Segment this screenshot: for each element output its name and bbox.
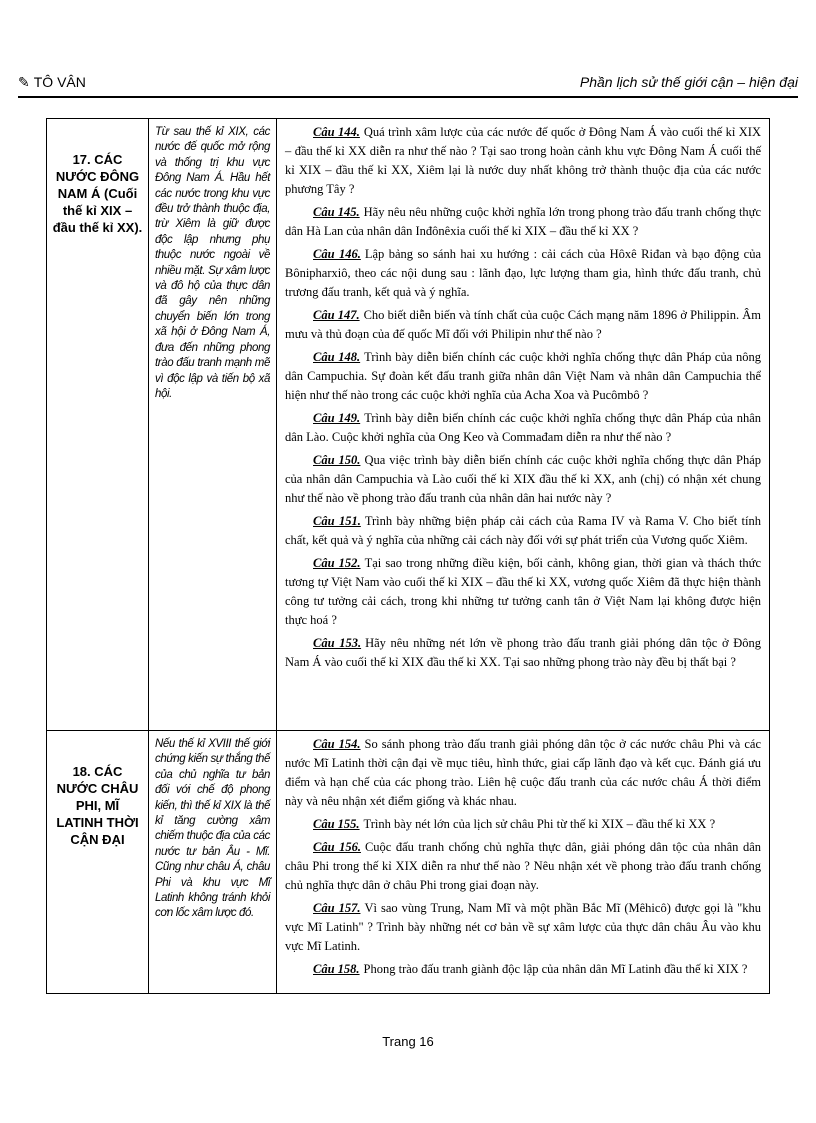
questions-cell xyxy=(277,119,770,731)
question-item xyxy=(285,123,761,199)
question-list xyxy=(277,119,769,672)
question-text: Cho biết diễn biến và tính chất của cuộc Cách mạng năm 1896 ở Philippin. Âm mưu và thủ đoạn của đế quốc Mĩ đối với Philipin như thế nào ? xyxy=(285,308,762,341)
question-number: Câu 147. xyxy=(313,308,360,322)
question-text: Qua việc trình bày diễn biến chính các cuộc khởi nghĩa chống thực dân Pháp của nhân dân Campuchia và Lào cuối thế kỉ XIX đầu thế kỉ XX, anh (chị) có nhận xét chung như thế nào về phong trào đấu tranh của nhân dân hai nước này ? xyxy=(285,453,761,505)
pen-icon: ✎ xyxy=(18,74,30,90)
question-item xyxy=(285,306,761,344)
question-item xyxy=(285,815,761,834)
question-number: Câu 156. xyxy=(313,840,361,854)
question-number: Câu 144. xyxy=(313,125,360,139)
question-text: Hãy nêu những nét lớn về phong trào đấu tranh giải phóng dân tộc ở Đông Nam Á vào cuối thế kỉ XIX đầu thế kỉ XX. Tại sao những phong trào này đều bị thất bại ? xyxy=(285,636,761,669)
question-number: Câu 146. xyxy=(313,247,361,261)
question-text: Trình bày nét lớn của lịch sử châu Phi từ thế kỉ XIX – đầu thế kỉ XX ? xyxy=(363,817,716,831)
author-name: TÔ VÂN xyxy=(33,74,86,90)
question-item xyxy=(285,960,761,979)
question-text: Hãy nêu nêu những cuộc khởi nghĩa lớn trong phong trào đấu tranh chống thực dân Hà Lan của nhân dân Inđônêxia cuối thế kỉ XIX – đầu thế kỉ XX ? xyxy=(285,205,762,238)
question-number: Câu 153. xyxy=(313,636,362,650)
question-number: Câu 155. xyxy=(313,817,360,831)
question-number: Câu 149. xyxy=(313,411,361,425)
question-item xyxy=(285,203,761,241)
question-text: Trình bày những biện pháp cải cách của Rama IV và Rama V. Cho biết tính chất, kết quả và ý nghĩa của những cải cách này đối với sự phát triển của Vương quốc Xiêm. xyxy=(285,514,762,547)
question-text: So sánh phong trào đấu tranh giải phóng dân tộc ở các nước châu Phi và các nước Mĩ Latinh thời cận đại về mục tiêu, hình thức, giai cấp lãnh đạo và kết cục. Đánh giá ưu điểm và hạn chế của các phong trào. Liên hệ cuộc đấu tranh của các nước châu Á thời điểm này và nêu nhận xét điểm giống và khác nhau. xyxy=(285,737,761,808)
question-item xyxy=(285,735,761,811)
author-block xyxy=(18,74,86,91)
question-item xyxy=(285,838,761,895)
question-text: Trình bày diễn biến chính các cuộc khởi nghĩa chống thực dân Pháp của nông dân Campuchia. Sự đoàn kết đấu tranh giữa nhân dân Việt Nam và nhân dân Campuchia thể hiện như thế nào trong các cuộc khởi nghĩa của Acha Xoa và Pucômbô ? xyxy=(285,350,761,402)
question-text: Lập bảng so sánh hai xu hướng : cải cách của Hôxê Riđan và bạo động của Bônipharxiô, theo các nội dung sau : lãnh đạo, lực lượng tham gia, hình thức đấu tranh, chủ trương đấu tranh, kết quả và ý nghĩa. xyxy=(285,247,761,299)
question-text: Vì sao vùng Trung, Nam Mĩ và một phần Bắc Mĩ (Mêhicô) được gọi là "khu vực Mĩ Latinh" ? Trình bày những nét cơ bản về sự xâm lược của thực dân châu Âu vào khu vực Mĩ Latinh. xyxy=(285,901,761,953)
book-title: Phần lịch sử thế giới cận – hiện đại xyxy=(579,74,798,90)
questions-cell xyxy=(277,731,770,994)
question-text: Quá trình xâm lược của các nước đế quốc ở Đông Nam Á vào cuối thế kỉ XIX – đầu thế kỉ XX diễn ra như thế nào ? Tại sao trong hoàn cảnh khu vực Đông Nam Á cuối thế kỉ XIX – đầu thế kỉ XX, Xiêm lại là nước duy nhất không trở thành thuộc địa của các nước phương Tây ? xyxy=(285,125,761,196)
topic-title: 17. CÁC NƯỚC ĐÔNG NAM Á (Cuối thế kỉ XIX – đầu thế kỉ XX). xyxy=(52,152,143,235)
topic-cell xyxy=(47,731,149,994)
question-item xyxy=(285,899,761,956)
question-number: Câu 158. xyxy=(313,962,360,976)
question-item xyxy=(285,409,761,447)
topic-intro: Nếu thế kỉ XVIII thế giới chứng kiến sự thắng thế của chủ nghĩa tư bản đối với chế độ phong kiến, thì thế kỉ XIX là thế kỉ tăng cường xâm chiếm thuộc địa của các nước tư bản Âu - Mĩ. Cũng như châu Á, châu Phi và khu vực Mĩ Latinh không tránh khỏi cơn lốc xâm lược đó. xyxy=(155,738,270,920)
question-item xyxy=(285,348,761,405)
question-table xyxy=(46,118,770,994)
topic-intro: Từ sau thế kỉ XIX, các nước đế quốc mở rộng và thống trị khu vực Đông Nam Á. Hầu hết các nước trong khu vực đều trở thành thuộc địa, trừ Xiêm là giữ được độc lập nhưng phụ thuộc nước ngoài về nhiều mặt. Sự xâm lược và đô hộ của thực dân đã gây nên những chuyển biến lớn trong xã hội ở Đông Nam Á, đưa đến những phong trào đấu tranh mạnh mẽ vì độc lập và tiến bộ xã hội. xyxy=(155,126,270,400)
question-item xyxy=(285,634,761,672)
question-text: Phong trào đấu tranh giành độc lập của nhân dân Mĩ Latinh đầu thế kỉ XIX ? xyxy=(363,962,748,976)
page-number: Trang 16 xyxy=(382,1034,434,1049)
question-number: Câu 151. xyxy=(313,514,361,528)
question-item xyxy=(285,245,761,302)
question-item xyxy=(285,451,761,508)
table-row xyxy=(47,731,770,994)
question-item xyxy=(285,512,761,550)
question-text: Trình bày diễn biến chính các cuộc khởi nghĩa chống thực dân Pháp của nhân dân Lào. Cuộc khởi nghĩa của Ong Keo và Commađam diễn ra như thế nào ? xyxy=(285,411,761,444)
table-row xyxy=(47,119,770,731)
question-number: Câu 152. xyxy=(313,556,361,570)
question-text: Tại sao trong những điều kiện, bối cảnh, không gian, thời gian và thách thức tương tự Việt Nam vào cuối thế kỉ XIX – đầu thế kỉ XX, vương quốc Xiêm đã thực hiện thành công tư tưởng cải cách, trong khi những tư tưởng canh tân ở Việt Nam lại không được hiện thực hoá ? xyxy=(285,556,761,627)
question-list xyxy=(277,731,769,979)
topic-cell xyxy=(47,119,149,731)
question-number: Câu 150. xyxy=(313,453,361,467)
topic-title: 18. CÁC NƯỚC CHÂU PHI, MĨ LATINH THỜI CẬN ĐẠI xyxy=(56,764,139,847)
intro-cell xyxy=(149,119,277,731)
question-number: Câu 154. xyxy=(313,737,361,751)
question-text: Cuộc đấu tranh chống chủ nghĩa thực dân, giải phóng dân tộc của nhân dân châu Phi trong thế kỉ XIX diễn ra như thế nào ? Nêu nhận xét về phong trào đấu tranh chống chủ nghĩa thực dân ở châu Phi trong giai đoạn này. xyxy=(285,840,761,892)
page-header xyxy=(18,74,798,98)
question-number: Câu 148. xyxy=(313,350,361,364)
question-number: Câu 157. xyxy=(313,901,361,915)
intro-cell xyxy=(149,731,277,994)
question-item xyxy=(285,554,761,630)
question-number: Câu 145. xyxy=(313,205,360,219)
